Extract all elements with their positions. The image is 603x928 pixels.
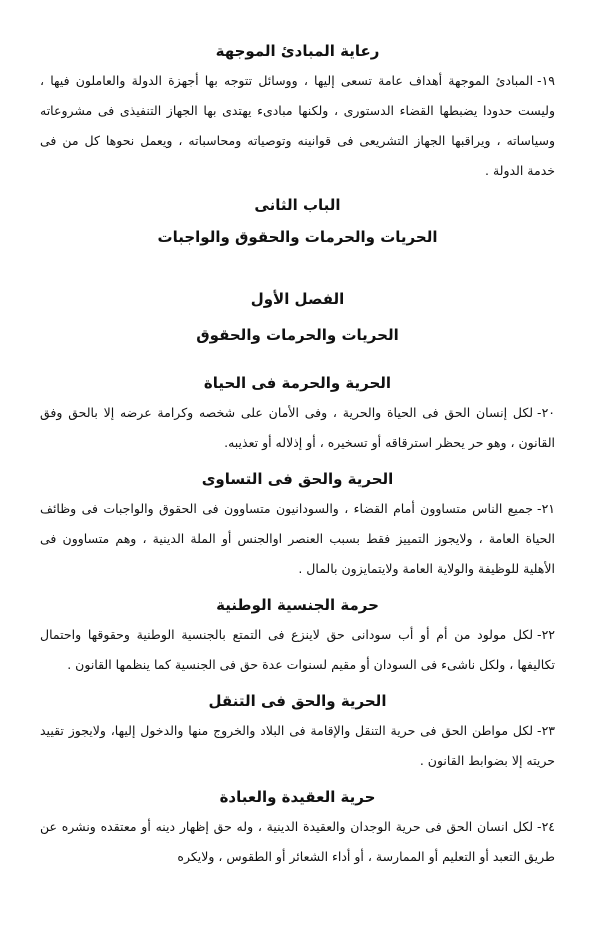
section-heading: الحرية والحرمة فى الحياة: [203, 374, 392, 392]
chapter-title: الفصل الأول: [250, 290, 345, 308]
article-number: ٢٢-: [537, 627, 555, 642]
article-text: لكل إنسان الحق فى الحياة والحرية ، وفى الأمان على شخصه وكرامة عرضه إلا بالحق وفق القانون ، وهو حر يحظر استرقاقه أو تسخيره ، أو إذلاله أو تعذيبه.: [40, 405, 555, 450]
section-heading: حرية العقيدة والعبادة: [219, 788, 376, 806]
article-23: [40, 716, 555, 776]
article-text: لكل انسان الحق فى حرية الوجدان والعقيدة الدينية ، وله حق إظهار دينه أو معتقده ونشره عن طريق التعبد أو التعليم أو الممارسة ، أو أداء الشعائر أو الطقوس ، ولايكره: [40, 819, 555, 864]
article-number: ١٩-: [537, 73, 555, 88]
section-heading: حرمة الجنسية الوطنية: [216, 596, 379, 614]
article-24: [40, 812, 555, 872]
article-number: ٢١-: [537, 501, 555, 516]
article-number: ٢٠-: [537, 405, 555, 420]
article-number: ٢٣-: [537, 723, 555, 738]
article-text: المبادئ الموجهة أهداف عامة تسعى إليها ، ووسائل تتوجه بها أجهزة الدولة والعاملون فيها ، وليست حدودا يضبطها القضاء الدستورى ، ولكنها مبادىء يهتدى بها الجهاز التنفيذى فى مشروعاته وسياساته ، ويراقبها الجهاز التشريعى فى قوانينه وتوصياته ومحاسباته ، ويعمل نحوها كل من فى خدمة الدولة .: [40, 73, 555, 178]
article-text: جميع الناس متساوون أمام القضاء ، والسودانيون متساوون فى الحقوق والواجبات فى وظائف الحياة العامة ، ولايجوز التمييز فقط بسبب العنصر اوالجنس أو الملة الدينية ، وهم متساوون فى الأهلية للوظيفة والولاية العامة ولايتمايزون بالمال .: [40, 501, 555, 576]
section-heading: رعاية المبادئ الموجهة: [215, 42, 380, 60]
article-text: لكل مولود من أم أو أب سودانى حق لاينزع فى التمتع بالجنسية الوطنية وحقوقها واحتمال تكاليفها ، ولكل ناشىء فى السودان أو مقيم لسنوات عدة حق فى الجنسية كما ينظمها القانون .: [40, 627, 555, 672]
chapter-subtitle: الحريات والحرمات والحقوق: [196, 326, 399, 344]
article-number: ٢٤-: [537, 819, 555, 834]
part-subtitle: الحريات والحرمات والحقوق والواجبات: [157, 228, 438, 246]
article-text: لكل مواطن الحق فى حرية التنقل والإقامة فى البلاد والخروج منها والدخول إليها، ولايجوز تقييد حريته إلا بضوابط القانون .: [40, 723, 555, 768]
part-title: الباب الثانى: [254, 196, 341, 214]
section-heading: الحرية والحق فى التنقل: [208, 692, 387, 710]
article-20: [40, 398, 555, 458]
article-22: [40, 620, 555, 680]
article-21: [40, 494, 555, 584]
section-heading: الحرية والحق فى التساوى: [201, 470, 394, 488]
article-19: [40, 66, 555, 186]
